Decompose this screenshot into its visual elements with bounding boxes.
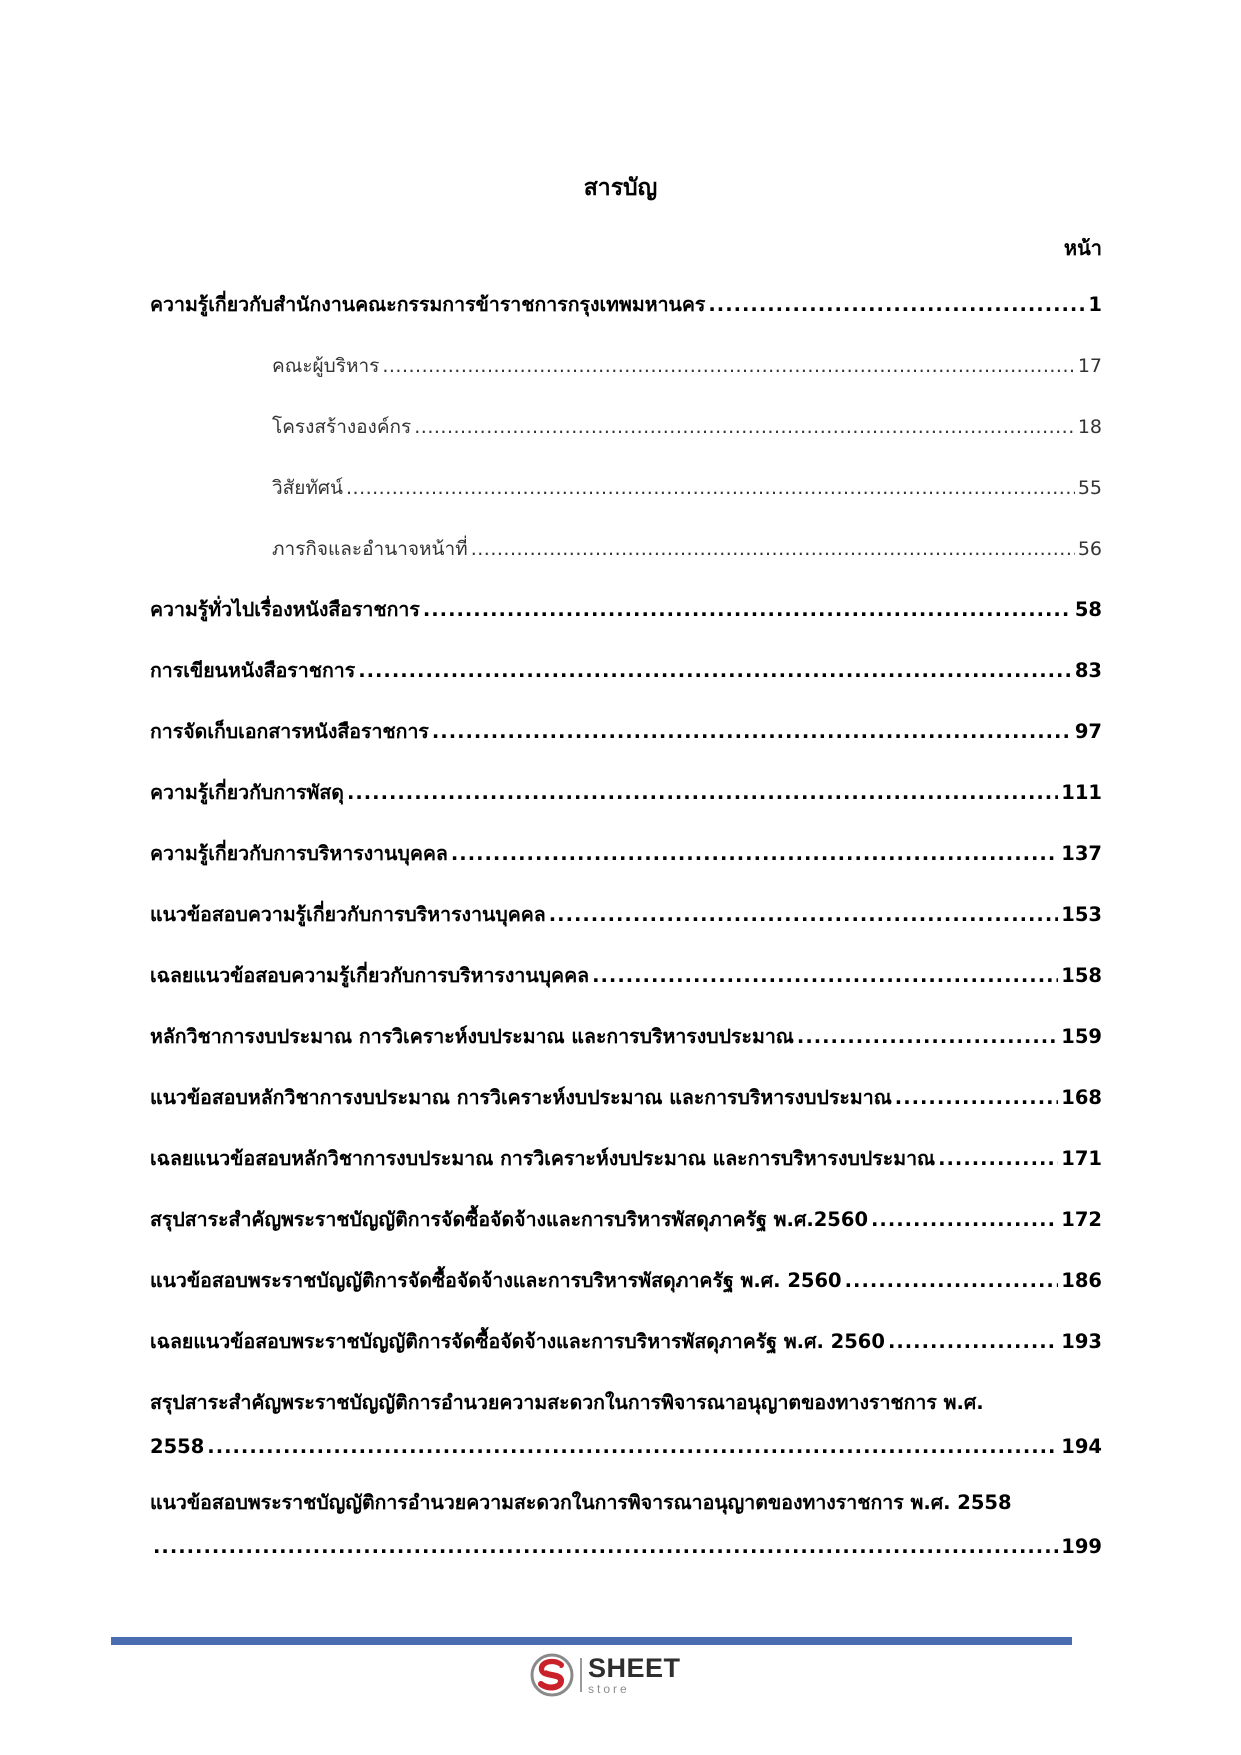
- toc-entry-label: การจัดเก็บเอกสารหนังสือราชการ: [150, 720, 429, 743]
- page-title: สารบัญ: [583, 175, 658, 201]
- toc-entry[interactable]: [150, 776, 1102, 837]
- toc-entry-label: สรุปสาระสำคัญพระราชบัญญัติการอำนวยความสะดวกในการพิจารณาอนุญาตของทางราชการ พ.ศ.: [150, 1391, 984, 1414]
- toc-entry-page: 83: [1074, 659, 1102, 682]
- toc-subentry[interactable]: [150, 471, 1102, 532]
- toc-entry-label: สรุปสาระสำคัญพระราชบัญญัติการจัดซื้อจัดจ้างและการบริหารพัสดุภาครัฐ พ.ศ.2560: [150, 1208, 869, 1231]
- toc-entry-label-continued: 2558: [150, 1435, 205, 1458]
- toc-entry-label: แนวข้อสอบหลักวิชาการงบประมาณ การวิเคราะห์งบประมาณ และการบริหารงบประมาณ: [150, 1086, 892, 1109]
- toc-entry-wrapped[interactable]: [150, 1486, 1102, 1564]
- toc-entry-label: โครงสร้างองค์กร: [272, 416, 412, 438]
- toc-entry-page: 111: [1061, 781, 1102, 804]
- toc-entry-page: 168: [1061, 1086, 1102, 1109]
- toc-entry-label: แนวข้อสอบความรู้เกี่ยวกับการบริหารงานบุคคล: [150, 903, 546, 926]
- toc-entry-label: เฉลยแนวข้อสอบหลักวิชาการงบประมาณ การวิเคราะห์งบประมาณ และการบริหารงบประมาณ: [150, 1147, 936, 1170]
- dot-leader: [797, 1020, 1058, 1054]
- toc-entry[interactable]: [150, 1203, 1102, 1264]
- toc-entry-wrapped[interactable]: [150, 1386, 1102, 1464]
- dot-leader: [207, 1430, 1058, 1464]
- toc-entry[interactable]: [150, 837, 1102, 898]
- footer-rule: [111, 1637, 1072, 1645]
- dot-leader: [845, 1264, 1059, 1298]
- toc-entry[interactable]: [150, 959, 1102, 1020]
- toc-entry-page: 18: [1077, 416, 1102, 438]
- dot-leader: [592, 959, 1058, 993]
- dot-leader: [346, 471, 1075, 505]
- toc-entry-page: 158: [1061, 964, 1102, 987]
- toc-entry[interactable]: [150, 1081, 1102, 1142]
- toc-entry[interactable]: [150, 715, 1102, 776]
- dot-leader: [414, 410, 1075, 444]
- toc-entry-label: เฉลยแนวข้อสอบความรู้เกี่ยวกับการบริหารงานบุคคล: [150, 964, 590, 987]
- toc-entry-page: 194: [1061, 1435, 1102, 1458]
- dot-leader: [938, 1142, 1058, 1176]
- toc-entry[interactable]: [150, 288, 1102, 349]
- logo-brand-sub: store: [588, 1682, 630, 1696]
- toc-entry-label: ความรู้เกี่ยวกับการพัสดุ: [150, 781, 344, 804]
- toc-entry[interactable]: [150, 593, 1102, 654]
- dot-leader: [382, 349, 1074, 383]
- toc-entry-page: 58: [1074, 598, 1102, 621]
- toc-entry-label: ความรู้เกี่ยวกับการบริหารงานบุคคล: [150, 842, 448, 865]
- toc-entry-page: 55: [1077, 477, 1102, 499]
- toc-entry-page: 17: [1077, 355, 1102, 377]
- toc-entry-page: 193: [1061, 1330, 1102, 1353]
- toc-entry-label: แนวข้อสอบพระราชบัญญัติการอำนวยความสะดวกในการพิจารณาอนุญาตของทางราชการ พ.ศ. 2558: [150, 1491, 1012, 1514]
- toc-entry[interactable]: [150, 654, 1102, 715]
- toc-entry-label: การเขียนหนังสือราชการ: [150, 659, 356, 682]
- toc-entry-label: ความรู้เกี่ยวกับสำนักงานคณะกรรมการข้าราชการกรุงเทพมหานคร: [150, 293, 706, 316]
- toc-entry-page: 186: [1061, 1269, 1102, 1292]
- toc-subentry[interactable]: [150, 349, 1102, 410]
- logo-brand: SHEET: [588, 1653, 681, 1683]
- dot-leader: [471, 532, 1075, 566]
- sheet-store-logo-icon: [530, 1653, 574, 1697]
- toc-subentry[interactable]: [150, 410, 1102, 471]
- toc-entry-page: 199: [1061, 1535, 1102, 1558]
- dot-leader: [871, 1203, 1058, 1237]
- dot-leader: [432, 715, 1072, 749]
- toc-entry[interactable]: [150, 1264, 1102, 1325]
- toc-entry-page: 97: [1074, 720, 1102, 743]
- toc-entry-label: หลักวิชาการงบประมาณ การวิเคราะห์งบประมาณ และการบริหารงบประมาณ: [150, 1025, 794, 1048]
- toc-entry-page: 172: [1061, 1208, 1102, 1231]
- toc-entry-page: 153: [1061, 903, 1102, 926]
- toc-subentry[interactable]: [150, 532, 1102, 593]
- toc-entry[interactable]: [150, 898, 1102, 959]
- dot-leader: [153, 1530, 1058, 1564]
- toc-entry[interactable]: [150, 1020, 1102, 1081]
- dot-leader: [451, 837, 1058, 871]
- toc-entry-label: คณะผู้บริหาร: [272, 355, 380, 377]
- toc-entry[interactable]: [150, 1325, 1102, 1386]
- toc-entry-label: ความรู้ทั่วไปเรื่องหนังสือราชการ: [150, 598, 420, 621]
- toc-entry-page: 1: [1088, 293, 1102, 316]
- dot-leader: [549, 898, 1059, 932]
- dot-leader: [347, 776, 1058, 810]
- toc-entry-page: 56: [1077, 538, 1102, 560]
- dot-leader: [423, 593, 1072, 627]
- dot-leader: [358, 654, 1072, 688]
- toc-entry-label: เฉลยแนวข้อสอบพระราชบัญญัติการจัดซื้อจัดจ้างและการบริหารพัสดุภาครัฐ พ.ศ. 2560: [150, 1330, 885, 1353]
- dot-leader: [888, 1325, 1058, 1359]
- toc-entry-label: แนวข้อสอบพระราชบัญญัติการจัดซื้อจัดจ้างและการบริหารพัสดุภาครัฐ พ.ศ. 2560: [150, 1269, 842, 1292]
- dot-leader: [708, 288, 1085, 322]
- dot-leader: [895, 1081, 1059, 1115]
- sheet-store-logo: [530, 1652, 681, 1698]
- toc-entry-label: วิสัยทัศน์: [272, 477, 343, 499]
- page-column-header: หน้า: [1063, 236, 1102, 260]
- toc-entry-label: ภารกิจและอำนาจหน้าที่: [272, 538, 468, 560]
- toc-entry-page: 171: [1061, 1147, 1102, 1170]
- toc-entry-page: 137: [1061, 842, 1102, 865]
- table-of-contents: [150, 288, 1102, 1586]
- logo-separator: [580, 1658, 582, 1692]
- toc-entry-page: 159: [1061, 1025, 1102, 1048]
- toc-entry[interactable]: [150, 1142, 1102, 1203]
